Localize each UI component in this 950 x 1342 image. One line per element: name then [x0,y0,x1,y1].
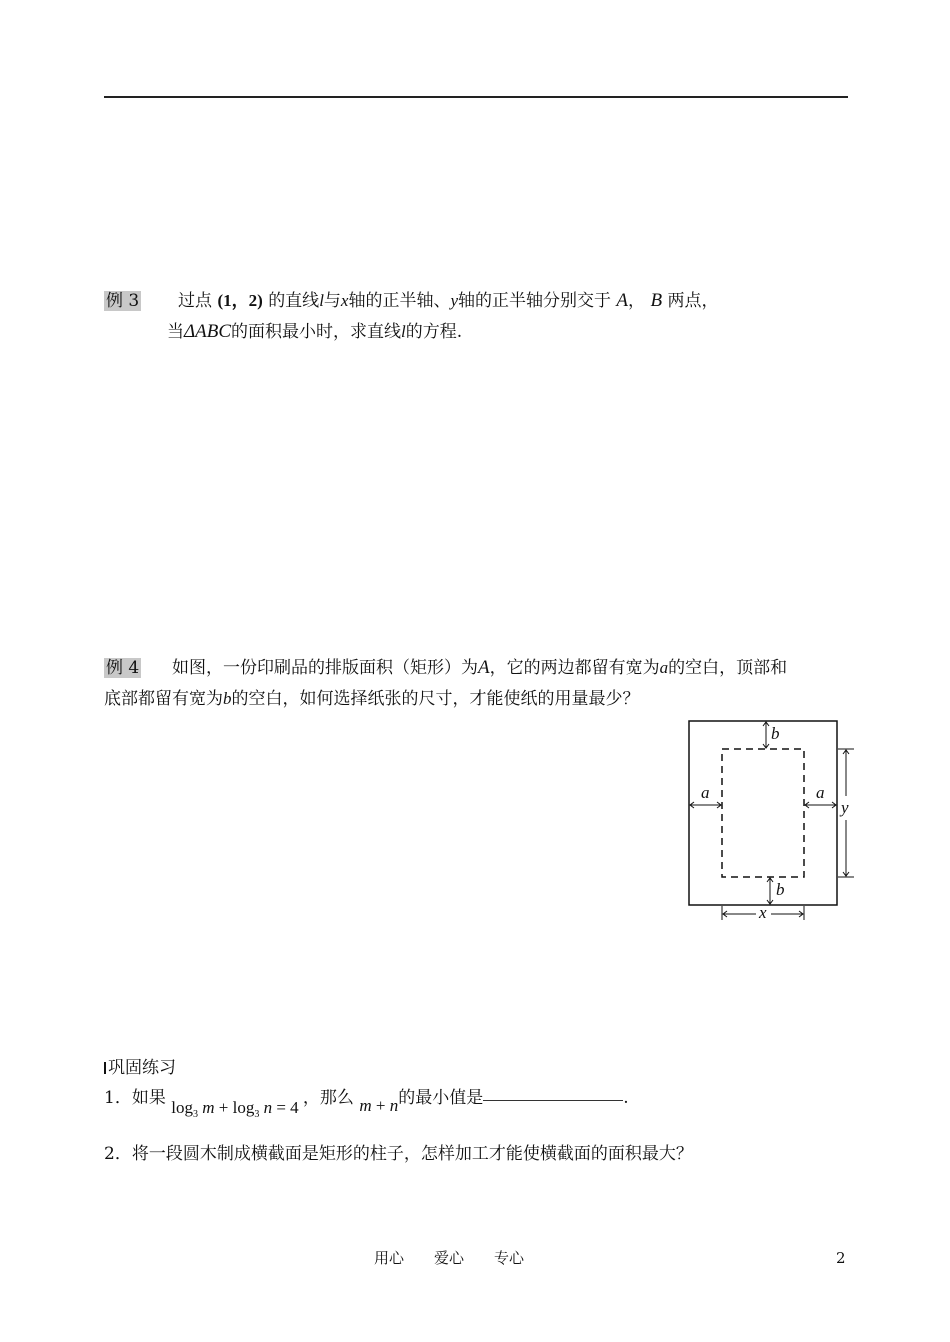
answer-blank[interactable] [483,1086,623,1101]
label-b-bottom: b [776,880,785,899]
example3-line1: 例 3 过点 (1，2) 的直线l与x轴的正半轴、y轴的正半轴分别交于 A， B 两点， [106,290,719,311]
log-expression: $\log_3 m + \log_3 n = 4$ [171,1098,299,1120]
label-b-top: b [771,724,780,743]
practice-heading: 巩固练习 [104,1056,176,1080]
label-a-right: a [816,783,825,802]
example4-tag: 例 4 [106,658,140,678]
example3-line2: 当ΔABC的面积最小时，求直线l的方程. [167,321,463,342]
practice-q1: 1．如果 $\log_3 m + \log_3 n = 4$ ，那么 m + n的最小值是 . [104,1088,629,1120]
layout-figure [680,716,870,926]
example4-line1: 例 4 如图，一份印刷品的排版面积（矩形）为A，它的两边都留有宽为a的空白，顶部和 [106,657,788,678]
triangle-abc: ΔABC [184,321,232,342]
example3-tag: 例 3 [106,291,140,311]
footer-slogan: 用心 爱心 专心 [374,1249,525,1267]
label-a-left: a [701,783,710,802]
example4-line2: 底部都留有宽为b的空白，如何选择纸张的尺寸，才能使纸的用量最少？ [104,689,640,709]
m-plus-n: m + n [359,1096,399,1115]
practice-q2: 2．将一段圆木制成横截面是矩形的柱子，怎样加工才能使横截面的面积最大？ [104,1144,693,1164]
page-number: 2 [836,1249,846,1267]
label-x: x [759,903,767,922]
print-area-rect [722,749,804,877]
header-rule [104,96,848,98]
label-y: y [841,798,849,817]
heading-marker [104,1062,106,1074]
point-coordinate: (1，2) [217,291,263,310]
